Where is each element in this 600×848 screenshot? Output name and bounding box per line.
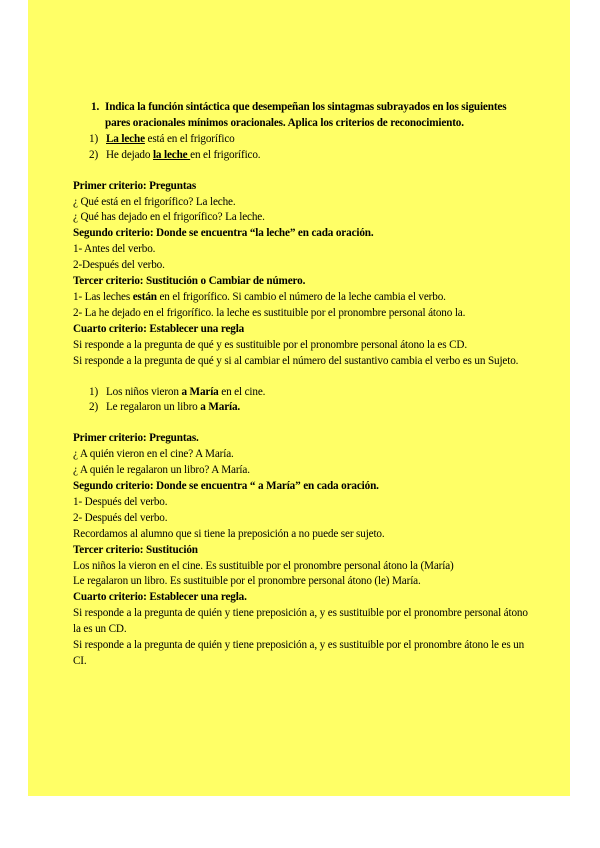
highlighted-phrase: a María bbox=[181, 385, 219, 398]
sentence-1: 1) Los niños vieron a María en el cine. bbox=[89, 385, 266, 398]
criterion-4-line: Si responde a la pregunta de qué y es sustituible por el pronombre personal átono la es CD. bbox=[73, 338, 467, 351]
sentence-1: 1) La leche está en el frigorífico bbox=[89, 132, 235, 145]
criterion-1-line: ¿ Qué está en el frigorífico? La leche. bbox=[73, 195, 236, 208]
document-page bbox=[28, 0, 570, 796]
criterion-3-line: 1- Las leches están en el frigorífico. Si cambio el número de la leche cambia el verbo. bbox=[73, 290, 446, 303]
highlighted-phrase: a María. bbox=[200, 401, 241, 414]
criterion-3-title: Tercer criterio: Sustitución bbox=[73, 543, 198, 556]
sentence-2: 2) Le regalaron un libro a María. bbox=[89, 401, 241, 414]
criterion-1-line: ¿ Qué has dejado en el frigorífico? La leche. bbox=[73, 211, 265, 224]
criterion-4-line: Si responde a la pregunta de qué y si al cambiar el número del sustantivo cambia el verbo es un Sujeto. bbox=[73, 354, 519, 367]
criterion-2-title: Segundo criterio: Donde se encuentra “ a María” en cada oración. bbox=[73, 480, 379, 493]
criterion-1-line: ¿ A quién le regalaron un libro? A María. bbox=[73, 464, 250, 477]
criterion-2-line: 2- Después del verbo. bbox=[73, 511, 168, 524]
criterion-3-line: Le regalaron un libro. Es sustituible por el pronombre personal átono (le) María. bbox=[73, 575, 421, 588]
criterion-2-line: 1- Antes del verbo. bbox=[73, 243, 156, 256]
criterion-2-line: 1- Después del verbo. bbox=[73, 495, 168, 508]
sentence-2: 2) He dejado la leche en el frigorífico. bbox=[89, 148, 261, 161]
criterion-4-title: Cuarto criterio: Establecer una regla. bbox=[73, 591, 247, 604]
criterion-4-line: Si responde a la pregunta de quién y tiene preposición a, y es sustituible por el pronombre átono le es un CI. bbox=[73, 639, 525, 667]
criterion-4-title: Cuarto criterio: Establecer una regla bbox=[73, 322, 245, 335]
criterion-1-title: Primer criterio: Preguntas bbox=[73, 179, 197, 192]
underlined-phrase: la leche bbox=[152, 148, 191, 161]
criterion-3-line: Los niños la vieron en el cine. Es sustituible por el pronombre personal átono la (María) bbox=[73, 559, 454, 572]
document-content bbox=[73, 100, 533, 670]
underlined-phrase: La leche bbox=[106, 132, 145, 145]
criterion-3-line: 2- La he dejado en el frigorífico. la leche es sustituible por el pronombre personal átono la. bbox=[73, 306, 466, 319]
exercise-1 bbox=[73, 100, 533, 132]
criterion-3-title: Tercer criterio: Sustitución o Cambiar de número. bbox=[73, 275, 306, 288]
exercise-instruction: Indica la función sintáctica que desempeñan los sintagmas subrayados en los siguientes pares oracionales mínimos oracionales. Aplica los criterios de reconocimiento. bbox=[105, 101, 507, 129]
criterion-2-line: Recordamos al alumno que si tiene la preposición a no puede ser sujeto. bbox=[73, 527, 385, 540]
criterion-4-line: Si responde a la pregunta de quién y tiene preposición a, y es sustituible por el pronombre personal átono la es un CD. bbox=[73, 607, 528, 636]
criterion-2-line: 2-Después del verbo. bbox=[73, 259, 165, 272]
criterion-1-title: Primer criterio: Preguntas. bbox=[73, 432, 199, 445]
exercise-number: 1. bbox=[91, 101, 100, 113]
criterion-1-line: ¿ A quién vieron en el cine? A María. bbox=[73, 448, 234, 461]
criterion-2-title: Segundo criterio: Donde se encuentra “la leche” en cada oración. bbox=[73, 227, 374, 240]
